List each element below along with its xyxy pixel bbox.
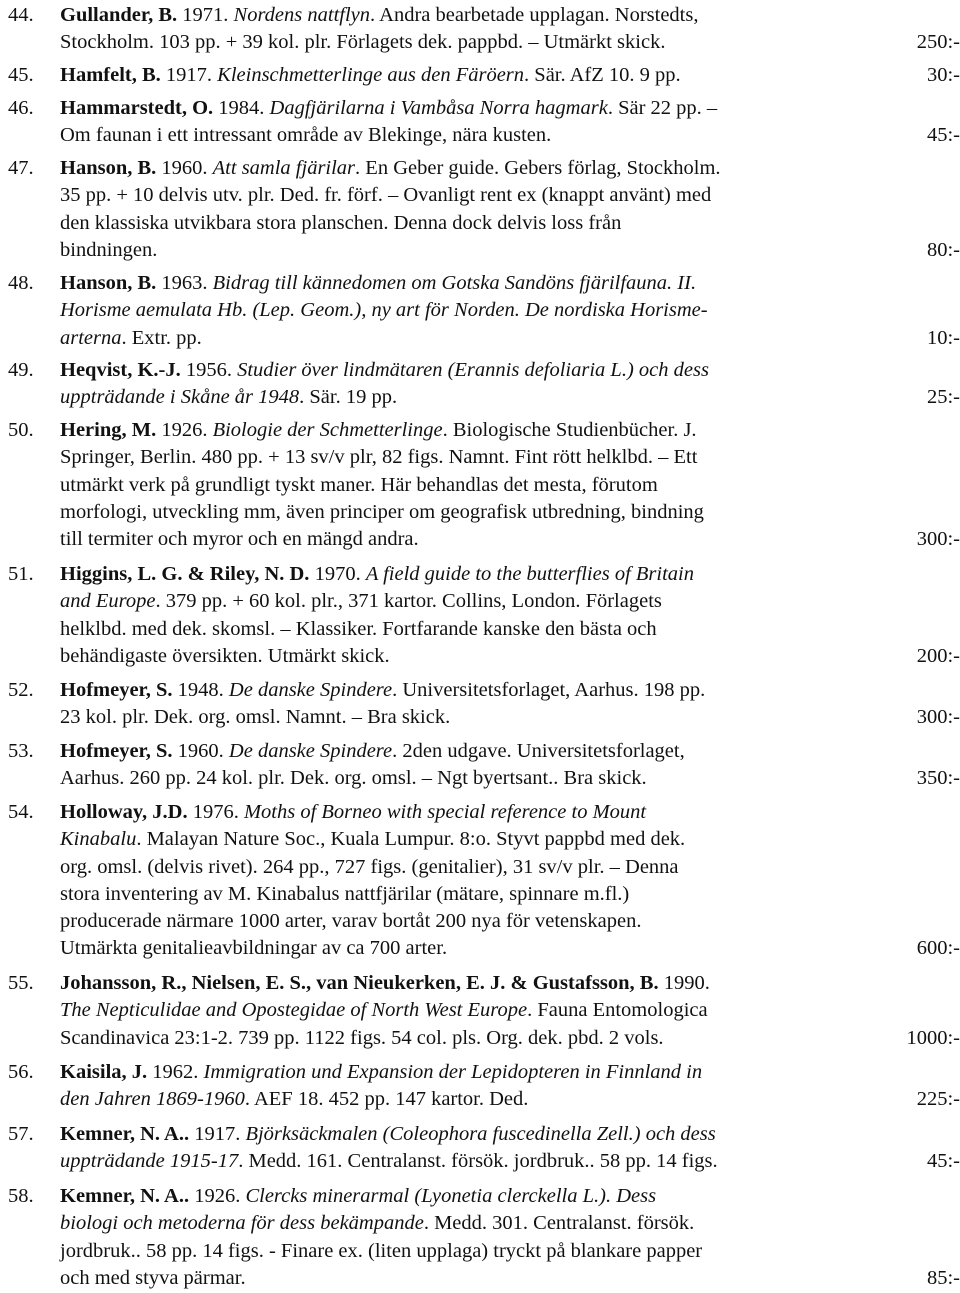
- catalog-entry: [0, 1183, 960, 1292]
- entry-title: Bidrag till kännedomen om Gotska Sandöns fjärilfauna. II.: [212, 272, 697, 294]
- entry-body: [60, 95, 960, 150]
- catalog-entry: [0, 1121, 960, 1176]
- entry-text-line: Springer, Berlin. 480 pp. + 13 sv/v plr, 82 figs. Namnt. Fint rött helklbd. – Ett: [60, 446, 698, 469]
- entry-body: [60, 561, 960, 670]
- entry-text-line: Hering, M. 1926. Biologie der Schmetterlinge. Biologische Studienbücher. J.: [60, 419, 697, 441]
- entry-price: 25:-: [926, 386, 960, 409]
- entry-text-line: Kemner, N. A.. 1926. Clercks minerarmal (Lyonetia clerckella L.). Dess: [60, 1185, 657, 1207]
- entry-price: 300:-: [916, 706, 960, 729]
- entry-title: den Jahren 1869-1960: [60, 1088, 245, 1111]
- entry-text-line: Utmärkta genitalieavbildningar av ca 700 arter.: [60, 937, 448, 960]
- entry-title: uppträdande i Skåne år 1948: [60, 386, 300, 409]
- entry-number: 58.: [8, 1185, 34, 1207]
- entry-last-line: [60, 704, 960, 731]
- catalog-entry: [0, 561, 960, 670]
- entry-author: Higgins, L. G. & Riley, N. D.: [60, 563, 310, 585]
- entry-text-line: Hofmeyer, S. 1960. De danske Spindere. 2den udgave. Universitetsforlaget,: [60, 740, 685, 762]
- entry-body: [60, 677, 960, 732]
- entry-text-line: Gullander, B. 1971. Nordens nattflyn. Andra bearbetade upplagan. Norstedts,: [60, 4, 699, 26]
- entry-text-line: [60, 297, 960, 324]
- entry-text-line: org. omsl. (delvis rivet). 264 pp., 727 figs. (genitalier), 31 sv/v plr. – Denna: [60, 855, 679, 878]
- catalog-entry: [0, 799, 960, 963]
- entry-text-line: Stockholm. 103 pp. + 39 kol. plr. Förlagets dek. pappbd. – Utmärkt skick.: [60, 31, 666, 54]
- catalog-entry: [0, 62, 960, 89]
- entry-last-line: [60, 325, 960, 352]
- entry-text-line: producerade närmare 1000 arter, varav bortåt 200 nya för vetenskapen.: [60, 910, 642, 933]
- entry-title: and Europe: [60, 590, 156, 613]
- entry-author: Holloway, J.D.: [60, 801, 188, 823]
- entry-last-line: [60, 62, 960, 89]
- catalog-entry: [0, 2, 960, 57]
- entry-last-line: [60, 643, 960, 670]
- entry-price: 45:-: [926, 1150, 960, 1173]
- entry-title: uppträdande 1915-17: [60, 1150, 239, 1173]
- entry-number: 56.: [8, 1061, 34, 1083]
- entry-text-line: Kaisila, J. 1962. Immigration und Expansion der Lepidopteren in Finnland in: [60, 1061, 703, 1083]
- entry-title: Studier över lindmätaren (Erannis defoliaria L.) och dess: [237, 359, 709, 381]
- catalog-entry: [0, 970, 960, 1052]
- entry-text-line: Om faunan i ett intressant område av Blekinge, nära kusten.: [60, 124, 552, 147]
- entry-text-line: morfologi, utveckling mm, även principer om geografisk utbredning, bindning: [60, 500, 704, 523]
- entry-number: 50.: [8, 419, 34, 441]
- entry-text-line: helklbd. med dek. skomsl. – Klassiker. Fortfarande kanske den bästa och: [60, 617, 657, 640]
- entry-text-line: Scandinavica 23:1-2. 739 pp. 1122 figs. 54 col. pls. Org. dek. pbd. 2 vols.: [60, 1026, 664, 1049]
- entry-title: De danske Spindere: [228, 740, 393, 762]
- entry-number: 51.: [8, 563, 34, 585]
- entry-last-line: [60, 526, 960, 553]
- entry-body: [60, 799, 960, 963]
- entry-text-line: and Europe. 379 pp. + 60 kol. plr., 371 kartor. Collins, London. Förlagets: [60, 590, 662, 613]
- entry-number: 57.: [8, 1123, 34, 1145]
- entry-body: [60, 357, 960, 412]
- entry-text-line: Heqvist, K.-J. 1956. Studier över lindmätaren (Erannis defoliaria L.) och dess: [60, 359, 709, 381]
- entry-author: Hammarstedt, O.: [60, 97, 214, 119]
- entry-body: [60, 270, 960, 352]
- entry-text-line: Hanson, B. 1960. Att samla fjärilar. En Geber guide. Gebers förlag, Stockholm.: [60, 157, 721, 179]
- catalog-entry: [0, 677, 960, 732]
- entry-last-line: [60, 384, 960, 411]
- entry-body: [60, 1183, 960, 1292]
- entry-text-line: 23 kol. plr. Dek. org. omsl. Namnt. – Bra skick.: [60, 706, 451, 729]
- entry-body: [60, 970, 960, 1052]
- entry-title: The Nepticulidae and Opostegidae of North West Europe: [60, 999, 528, 1022]
- entry-author: Hering, M.: [60, 419, 157, 441]
- entry-text-line: utmärkt verk på grundligt tyskt maner. Här behandlas det mesta, förutom: [60, 473, 658, 496]
- entry-author: Hofmeyer, S.: [60, 740, 173, 762]
- entry-title: Kleinschmetterlinge aus den Färöern: [217, 64, 525, 86]
- entry-price: 80:-: [926, 238, 960, 261]
- entry-last-line: [60, 1265, 960, 1292]
- entry-text-line: Johansson, R., Nielsen, E. S., van Nieukerken, E. J. & Gustafsson, B. 1990.: [60, 972, 710, 994]
- entry-body: [60, 417, 960, 553]
- entry-text-line: The Nepticulidae and Opostegidae of North West Europe. Fauna Entomologica: [60, 999, 708, 1022]
- entry-last-line: [60, 1086, 960, 1113]
- entry-text-line: Kinabalu. Malayan Nature Soc., Kuala Lumpur. 8:o. Styvt pappbd med dek.: [60, 828, 686, 851]
- entry-author: Johansson, R., Nielsen, E. S., van Nieukerken, E. J. & Gustafsson, B.: [60, 972, 659, 994]
- entry-price: 600:-: [916, 937, 960, 960]
- entry-title: arterna: [60, 326, 122, 349]
- entry-text-line: till termiter och myror och en mängd andra.: [60, 528, 419, 551]
- entry-text-line: jordbruk.. 58 pp. 14 figs. - Finare ex. (liten upplaga) tryckt på blankare papper: [60, 1239, 703, 1262]
- entry-title: Immigration und Expansion der Lepidopteren in Finnland in: [203, 1061, 703, 1083]
- entry-number: 48.: [8, 272, 34, 294]
- entry-text-line: den klassiska utvikbara stora planschen. Denna dock delvis loss från: [60, 211, 622, 234]
- entry-body: [60, 738, 960, 793]
- entry-number: 47.: [8, 157, 34, 179]
- entry-author: Gullander, B.: [60, 4, 178, 26]
- entry-title: Att samla fjärilar: [212, 157, 356, 179]
- catalog-entry: [0, 738, 960, 793]
- entry-last-line: [60, 765, 960, 792]
- entry-author: Hanson, B.: [60, 272, 157, 294]
- catalog-entry: [0, 95, 960, 150]
- entry-price: 10:-: [926, 326, 960, 349]
- entry-body: [60, 2, 960, 57]
- entry-text-line: uppträdande 1915-17. Medd. 161. Centralanst. försök. jordbruk.. 58 pp. 14 figs.: [60, 1150, 718, 1173]
- entry-title: De danske Spindere: [228, 679, 393, 701]
- entry-last-line: [60, 1025, 960, 1052]
- entry-text-line: Higgins, L. G. & Riley, N. D. 1970. A field guide to the butterflies of Britain: [60, 563, 694, 585]
- entry-price: 45:-: [926, 124, 960, 147]
- entry-author: Hanson, B.: [60, 157, 157, 179]
- entry-price: 225:-: [916, 1088, 960, 1111]
- entry-title: Moths of Borneo with special reference to Mount: [243, 801, 647, 823]
- entry-text-line: bindningen.: [60, 238, 158, 261]
- entry-number: 54.: [8, 801, 34, 823]
- entry-author: Heqvist, K.-J.: [60, 359, 181, 381]
- entry-text-line: Hammarstedt, O. 1984. Dagfjärilarna i Vambåsa Norra hagmark. Sär 22 pp. –: [60, 97, 718, 119]
- entry-text-line: Hamfelt, B. 1917. Kleinschmetterlinge aus den Färöern. Sär. AfZ 10. 9 pp.: [60, 64, 681, 86]
- entry-price: 200:-: [916, 644, 960, 667]
- entry-text-line: Holloway, J.D. 1976. Moths of Borneo with special reference to Mount: [60, 801, 647, 823]
- entry-title: Horisme aemulata Hb. (Lep. Geom.), ny art för Norden. De nordiska Horisme-: [60, 299, 708, 322]
- entry-text-line: Kemner, N. A.. 1917. Björksäckmalen (Coleophora fuscedinella Zell.) och dess: [60, 1123, 716, 1145]
- entry-last-line: [60, 29, 960, 56]
- entry-text-line: den Jahren 1869-1960. AEF 18. 452 pp. 147 kartor. Ded.: [60, 1088, 529, 1111]
- entry-title: Björksäckmalen (Coleophora fuscedinella Zell.) och dess: [245, 1123, 716, 1145]
- entry-author: Hofmeyer, S.: [60, 679, 173, 701]
- catalog-entry: [0, 155, 960, 264]
- catalog-entry: [0, 270, 960, 352]
- entry-text-line: Aarhus. 260 pp. 24 kol. plr. Dek. org. omsl. – Ngt byertsant.. Bra skick.: [60, 767, 647, 790]
- entry-title: A field guide to the butterflies of Britain: [365, 563, 694, 585]
- entry-title: Kinabalu: [60, 828, 137, 851]
- entry-title: biologi och metoderna för dess bekämpande: [60, 1212, 424, 1235]
- entry-number: 52.: [8, 679, 34, 701]
- entry-text-line: biologi och metoderna för dess bekämpande. Medd. 301. Centralanst. försök.: [60, 1212, 695, 1235]
- entry-text-line: och med styva pärmar.: [60, 1266, 246, 1289]
- entry-body: [60, 62, 960, 89]
- entry-text-line: behändigaste översikten. Utmärkt skick.: [60, 644, 390, 667]
- catalog-entry: [0, 417, 960, 553]
- entry-number: 49.: [8, 359, 34, 381]
- entry-last-line: [60, 935, 960, 962]
- entry-text-line: Hanson, B. 1963. Bidrag till kännedomen om Gotska Sandöns fjärilfauna. II.: [60, 272, 697, 294]
- entry-title: Clercks minerarmal (Lyonetia clerckella L.). Dess: [245, 1185, 657, 1207]
- entry-text-line: arterna. Extr. pp.: [60, 326, 202, 349]
- entry-body: [60, 155, 960, 264]
- entry-last-line: [60, 122, 960, 149]
- entry-text-line: uppträdande i Skåne år 1948. Sär. 19 pp.: [60, 386, 398, 409]
- entry-author: Hamfelt, B.: [60, 64, 161, 86]
- entry-author: Kaisila, J.: [60, 1061, 148, 1083]
- entry-body: [60, 1059, 960, 1114]
- entry-last-line: [60, 1148, 960, 1175]
- entry-title: Biologie der Schmetterlinge: [212, 419, 443, 441]
- entry-number: 55.: [8, 972, 34, 994]
- entry-author: Kemner, N. A..: [60, 1123, 190, 1145]
- entry-price: 1000:-: [906, 1026, 960, 1049]
- entry-number: 45.: [8, 64, 34, 86]
- entry-number: 53.: [8, 740, 34, 762]
- entry-number: 44.: [8, 4, 34, 26]
- entry-title: Nordens nattflyn: [233, 4, 371, 26]
- catalog-entry: [0, 1059, 960, 1114]
- entry-price: 350:-: [916, 767, 960, 790]
- entry-author: Kemner, N. A..: [60, 1185, 190, 1207]
- entry-text-line: 35 pp. + 10 delvis utv. plr. Ded. fr. förf. – Ovanligt rent ex (knappt använt) med: [60, 184, 712, 207]
- entry-body: [60, 1121, 960, 1176]
- entry-text-line: stora inventering av M. Kinabalus nattfjärilar (mätare, spinnare m.fl.): [60, 882, 630, 905]
- entry-number: 46.: [8, 97, 34, 119]
- catalog-entry: [0, 357, 960, 412]
- entry-price: 85:-: [926, 1266, 960, 1289]
- entry-last-line: [60, 237, 960, 264]
- entry-price: 300:-: [916, 528, 960, 551]
- entry-text-line: Hofmeyer, S. 1948. De danske Spindere. Universitetsforlaget, Aarhus. 198 pp.: [60, 679, 706, 701]
- entry-title: Dagfjärilarna i Vambåsa Norra hagmark: [269, 97, 608, 119]
- entry-price: 250:-: [916, 31, 960, 54]
- entry-price: 30:-: [926, 64, 960, 86]
